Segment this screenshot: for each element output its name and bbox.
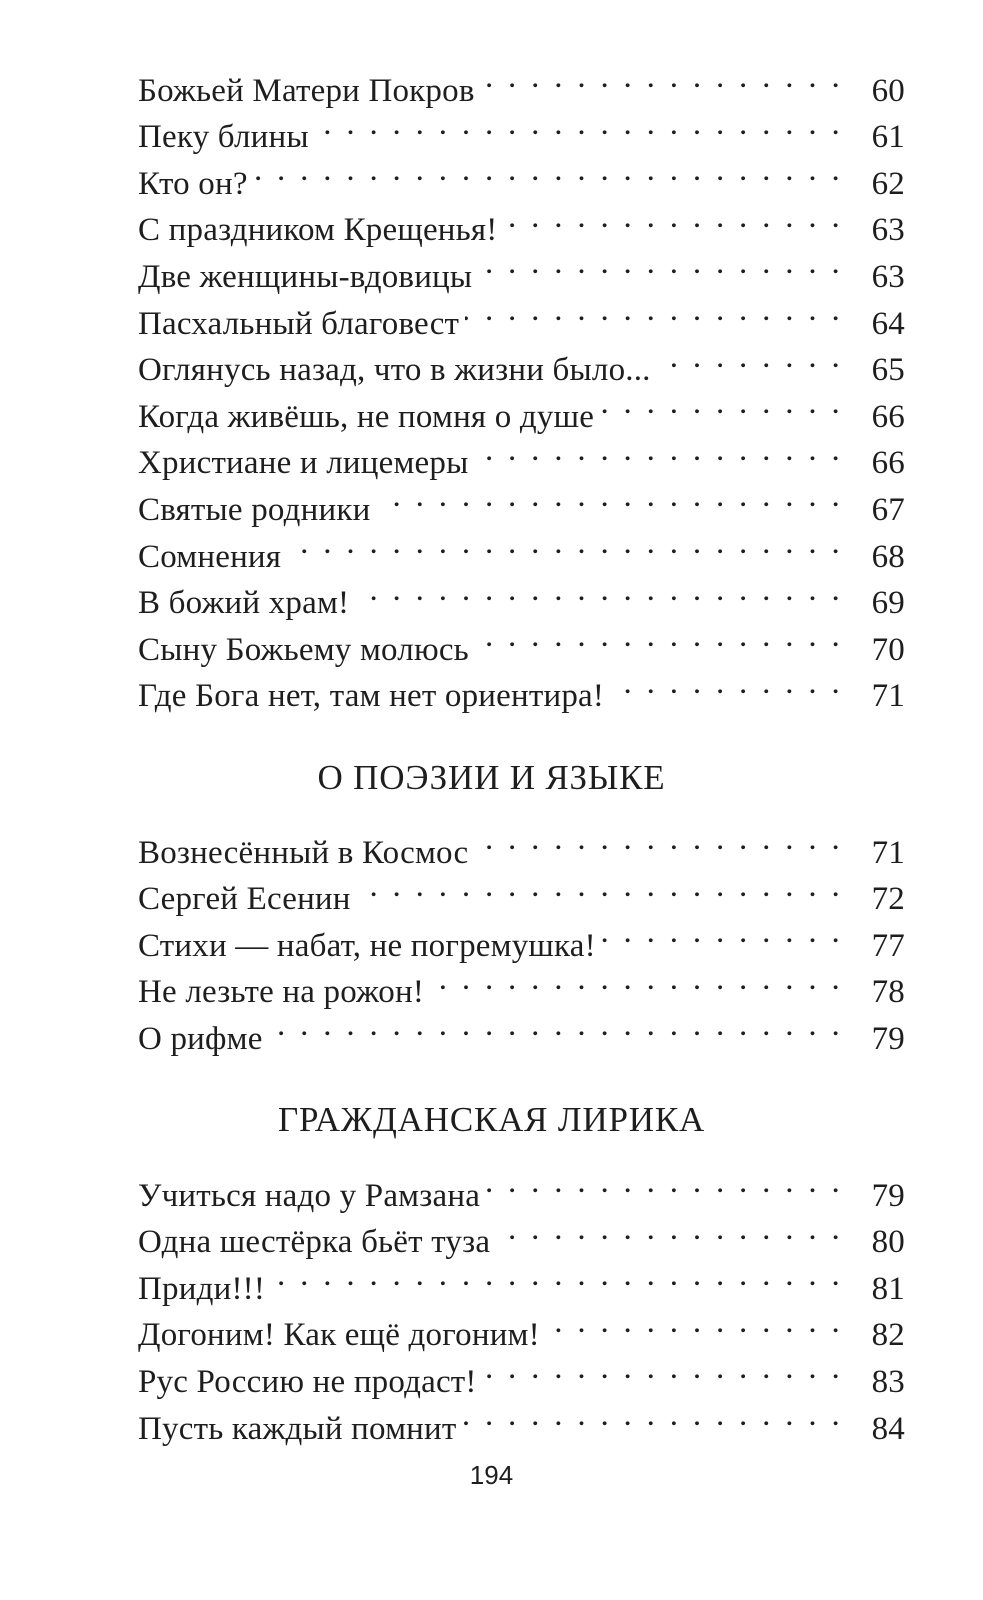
dot-leader <box>463 1392 843 1439</box>
toc-entry-page: 67 <box>843 487 905 534</box>
toc-entry-title: Вознесённый в Космос <box>138 830 474 877</box>
dot-leader <box>486 1159 843 1206</box>
toc-entry-title: Не лезьте на рожон! <box>138 969 430 1016</box>
toc-entry <box>138 1159 905 1214</box>
dot-leader <box>474 816 843 863</box>
toc-entry-page: 63 <box>843 254 905 301</box>
dot-leader <box>355 567 843 614</box>
toc-entry-page: 60 <box>843 68 905 115</box>
toc-entry-title: Божьей Матери Покров <box>138 68 481 115</box>
toc-entry-title: Когда живёшь, не помня о душе <box>138 394 600 441</box>
toc-entry-page: 66 <box>843 394 905 441</box>
toc-entry-title: В божий храм! <box>138 580 355 627</box>
toc-entry-title: Сыну Божьему молюсь <box>138 627 475 674</box>
toc-entry-title: Оглянусь назад, что в жизни было... <box>138 347 657 394</box>
dot-leader <box>546 1299 843 1346</box>
toc-entry-title: Пеку блины <box>138 114 315 161</box>
toc-entry-page: 63 <box>843 207 905 254</box>
dot-leader <box>465 287 843 334</box>
section-heading-civic-lyrics: ГРАЖДАНСКАЯ ЛИРИКА <box>277 1100 706 1139</box>
toc-entry-title: О рифме <box>138 1016 269 1063</box>
toc-entry <box>138 816 905 871</box>
toc-entry-page: 79 <box>843 1173 905 1220</box>
dot-leader <box>475 613 843 660</box>
toc-entry-title: Святые родники <box>138 487 376 534</box>
toc-entry-title: Приди!!! <box>138 1266 271 1313</box>
toc-entry-page: 70 <box>843 627 905 674</box>
dot-leader <box>478 240 843 287</box>
toc-entry-title: Сомнения <box>138 534 287 581</box>
toc-entry-page: 66 <box>843 440 905 487</box>
dot-leader <box>610 660 843 707</box>
toc-entry-page: 61 <box>843 114 905 161</box>
toc-entry-title: Одна шестёрка бьёт туза <box>138 1219 496 1266</box>
toc-entry-page: 77 <box>843 923 905 970</box>
toc-entry-page: 83 <box>843 1359 905 1406</box>
section-heading-poetry: О ПОЭЗИИ И ЯЗЫКЕ <box>317 758 666 797</box>
toc-entry-page: 65 <box>843 347 905 394</box>
toc-entry-page: 78 <box>843 969 905 1016</box>
dot-leader <box>657 334 843 381</box>
toc-section-continued <box>138 54 905 715</box>
toc-entry-page: 64 <box>843 301 905 348</box>
toc-entry-page: 71 <box>843 830 905 877</box>
toc-entry-page: 62 <box>843 161 905 208</box>
toc-entry-title: Пусть каждый помнит <box>138 1406 463 1453</box>
toc-entry-title: Где Бога нет, там нет ориентира! <box>138 673 610 720</box>
toc-entry-page: 69 <box>843 580 905 627</box>
toc-entry-page: 81 <box>843 1266 905 1313</box>
dot-leader <box>481 54 843 101</box>
toc-entry-page: 80 <box>843 1219 905 1266</box>
dot-leader <box>496 1206 843 1253</box>
toc-section-poetry <box>138 816 905 1057</box>
toc-entry-title: Пасхальный благовест <box>138 301 465 348</box>
toc-section-civic-lyrics <box>138 1159 905 1447</box>
toc-entry-title: Стихи — набат, не погремушка! <box>138 923 602 970</box>
toc-entry-title: С праздником Крещенья! <box>138 207 503 254</box>
toc-entry-title: Догоним! Как ещё догоним! <box>138 1312 546 1359</box>
toc-entry-title: Кто он? <box>138 161 254 208</box>
dot-leader <box>254 147 843 194</box>
toc-entry <box>138 54 905 109</box>
dot-leader <box>602 909 843 956</box>
page-number: 194 <box>469 1460 514 1490</box>
toc-entry-page: 71 <box>843 673 905 720</box>
toc-entry-page: 84 <box>843 1406 905 1453</box>
toc-entry-title: Учиться надо у Рамзана <box>138 1173 486 1220</box>
toc-entry-title: Рус Россию не продаст! <box>138 1359 483 1406</box>
dot-leader <box>503 194 843 241</box>
toc-entry-page: 68 <box>843 534 905 581</box>
toc-entry-title: Христиане и лицемеры <box>138 440 474 487</box>
toc-entry-page: 79 <box>843 1016 905 1063</box>
toc-entry-title: Сергей Есенин <box>138 876 357 923</box>
toc-entry-page: 72 <box>843 876 905 923</box>
toc-entry-page: 82 <box>843 1312 905 1359</box>
toc-entry-title: Две женщины-вдовицы <box>138 254 478 301</box>
